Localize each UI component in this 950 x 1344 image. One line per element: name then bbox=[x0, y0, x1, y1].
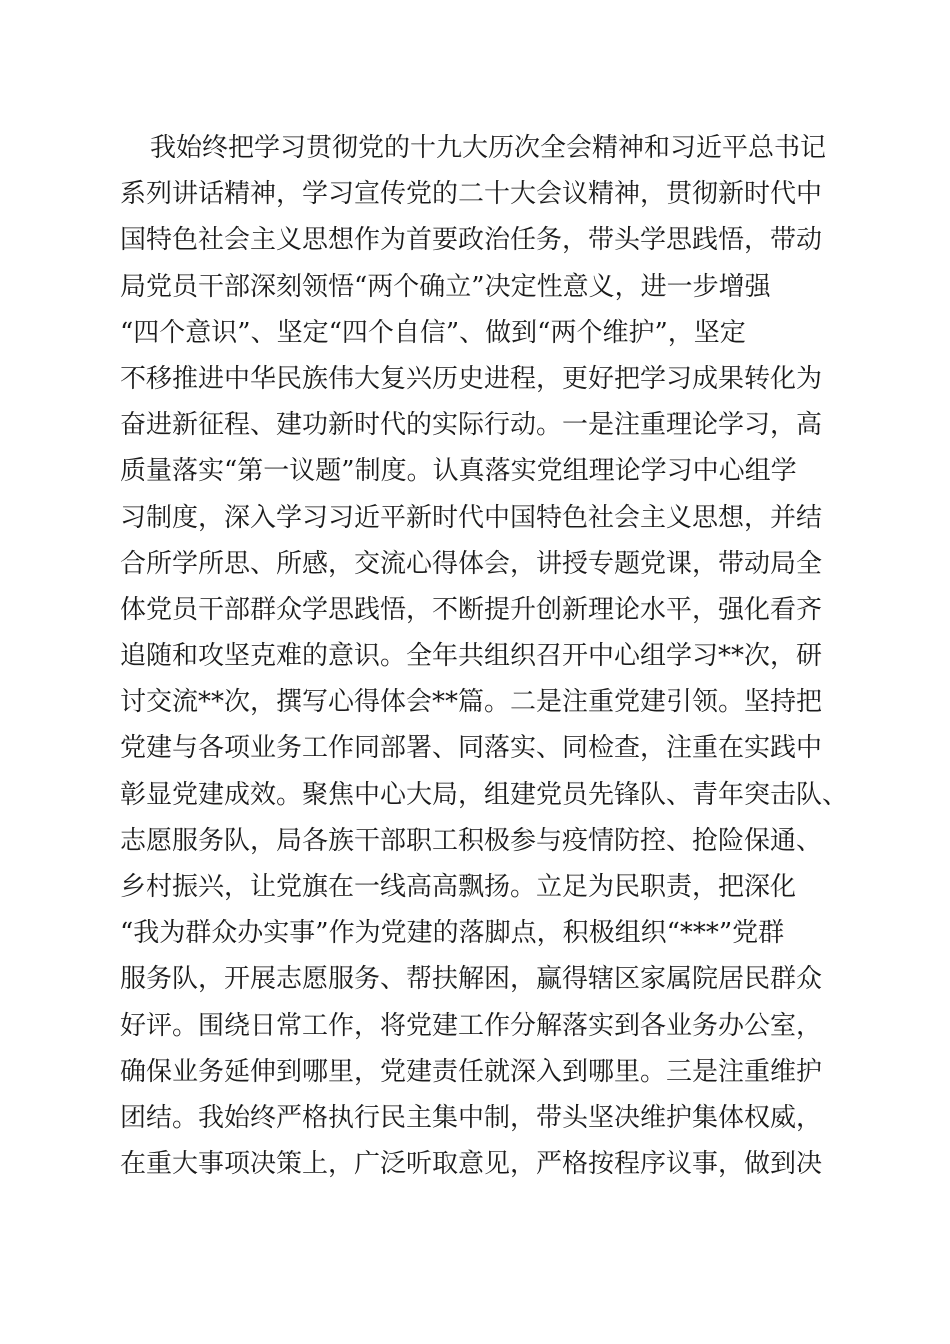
body-paragraph bbox=[120, 125, 849, 1187]
text-line: 党建与各项业务工作同部署、同落实、同检查，注重在实践中 bbox=[120, 733, 823, 764]
text-line: 志愿服务队，局各族干部职工积极参与疫情防控、抢险保通、 bbox=[120, 825, 823, 856]
text-line: 在重大事项决策上，广泛听取意见，严格按程序议事，做到决 bbox=[120, 1149, 823, 1180]
text-line: 局党员干部深刻领悟“两个确立”决定性意义，进一步增强 bbox=[120, 271, 771, 302]
text-line: 好评。围绕日常工作，将党建工作分解落实到各业务办公室， bbox=[120, 1010, 823, 1041]
text-line: 团结。我始终严格执行民主集中制，带头坚决维护集体权威， bbox=[120, 1102, 823, 1133]
text-line: 奋进新征程、建功新时代的实际行动。一是注重理论学习，高 bbox=[120, 410, 823, 441]
text-line: 系列讲话精神，学习宣传党的二十大会议精神，贯彻新时代中 bbox=[120, 179, 823, 210]
text-line: 确保业务延伸到哪里，党建责任就深入到哪里。三是注重维护 bbox=[120, 1056, 823, 1087]
text-line: 质量落实“第一议题”制度。认真落实党组理论学习中心组学 bbox=[120, 456, 797, 487]
text-line: 乡村振兴，让党旗在一线高高飘扬。立足为民职责，把深化 bbox=[120, 872, 797, 902]
text-line: 合所学所思、所感，交流心得体会，讲授专题党课，带动局全 bbox=[120, 548, 823, 579]
text-line: 追随和攻坚克难的意识。全年共组织召开中心组学习**次，研 bbox=[120, 641, 823, 672]
text-line: 彰显党建成效。聚焦中心大局，组建党员先锋队、青年突击队、 bbox=[120, 779, 849, 810]
text-line: 国特色社会主义思想作为首要政治任务，带头学思践悟，带动 bbox=[120, 225, 823, 256]
text-line: 体党员干部群众学思践悟，不断提升创新理论水平，强化看齐 bbox=[120, 594, 823, 625]
text-line: “我为群众办实事”作为党建的落脚点，积极组织“***”党群 bbox=[120, 918, 785, 949]
text-line: “四个意识”、坚定“四个自信”、做到“两个维护”，坚定 bbox=[120, 317, 746, 348]
text-line: 讨交流**次，撰写心得体会**篇。二是注重党建引领。坚持把 bbox=[120, 687, 823, 718]
text-line: 服务队，开展志愿服务、帮扶解困，赢得辖区家属院居民群众 bbox=[120, 964, 823, 995]
text-line: 不移推进中华民族伟大复兴历史进程，更好把学习成果转化为 bbox=[120, 363, 823, 394]
text-line: 我始终把学习贯彻党的十九大历次全会精神和习近平总书记 bbox=[150, 133, 827, 163]
text-line: 习制度，深入学习习近平新时代中国特色社会主义思想，并结 bbox=[120, 502, 823, 533]
